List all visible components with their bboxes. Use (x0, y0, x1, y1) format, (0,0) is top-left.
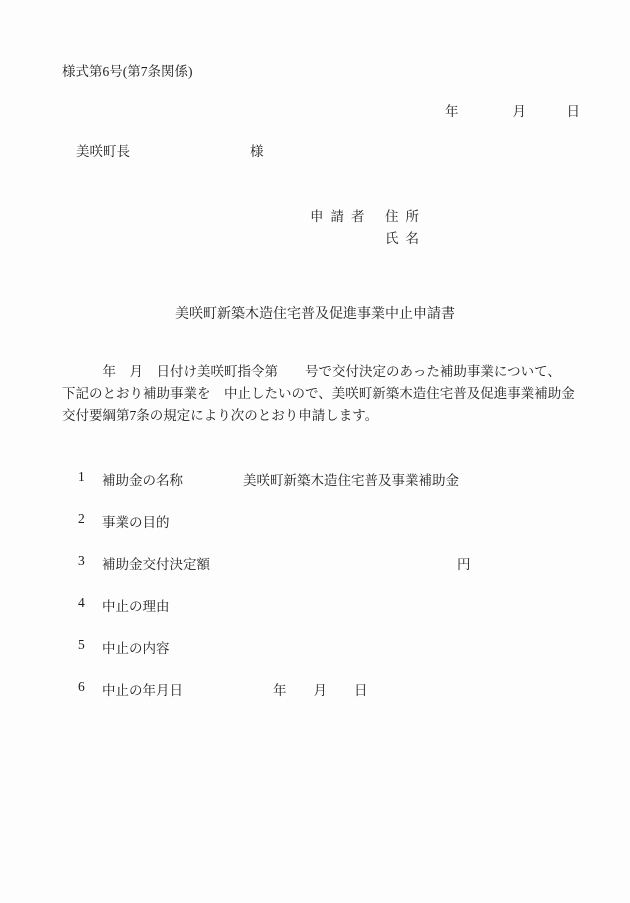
form-item-grant-amount (78, 553, 623, 573)
addressee-name: 美咲町長 (76, 144, 130, 159)
document-title: 美咲町新築木造住宅普及促進事業中止申請書 (175, 307, 455, 322)
item-number: 5 (78, 637, 85, 652)
body-paragraph-line-1: 年 月 日付け美咲町指令第 号で交付決定のあった補助事業について、 (62, 364, 561, 379)
item-number: 3 (78, 553, 85, 568)
item-label: 事業の目的 (102, 515, 170, 530)
applicant-name-label: 氏名 (385, 231, 426, 246)
item-number: 4 (78, 595, 85, 610)
header-date-line: 年 月 日 (445, 104, 580, 119)
applicant-address-label: 住所 (385, 209, 426, 224)
form-item-cancellation-reason (78, 595, 623, 615)
item-number: 1 (78, 469, 85, 484)
item-label: 中止の年月日 (102, 683, 183, 698)
form-item-cancellation-date (78, 679, 623, 699)
item-label: 補助金交付決定額 (102, 557, 210, 572)
item-label: 補助金の名称 (102, 473, 183, 488)
item-label: 中止の理由 (102, 599, 170, 614)
applicant-label: 申請者 (310, 209, 372, 224)
form-item-project-purpose (78, 511, 623, 531)
item-value: 美咲町新築木造住宅普及事業補助金 (243, 473, 459, 488)
item-value: 年 月 日 (273, 683, 368, 698)
item-value: 円 (457, 557, 471, 572)
form-item-subsidy-name (78, 469, 623, 489)
item-number: 2 (78, 511, 85, 526)
form-item-cancellation-details (78, 637, 623, 657)
body-paragraph-line-3: 交付要綱第7条の規定により次のとおり申請します。 (62, 408, 379, 423)
item-label: 中止の内容 (102, 641, 170, 656)
body-paragraph-line-2: 下記のとおり補助事業を 中止したいので、美咲町新築木造住宅普及促進事業補助金 (62, 386, 575, 401)
form-number-label: 様式第6号(第7条関係) (62, 64, 193, 79)
item-number: 6 (78, 679, 85, 694)
addressee-honorific: 様 (250, 144, 264, 159)
